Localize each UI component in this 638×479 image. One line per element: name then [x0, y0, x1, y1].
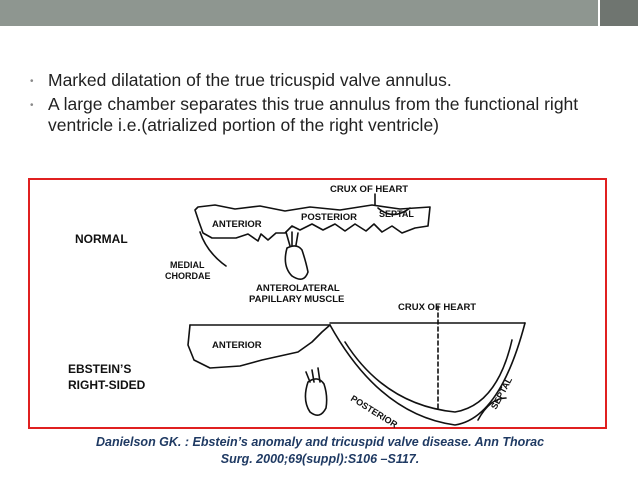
normal-label: NORMAL	[75, 232, 128, 246]
citation-line-1: Danielson GK. : Ebstein’s anomaly and tricuspid valve disease. Ann Thorac	[95, 435, 545, 449]
citation	[60, 434, 580, 468]
medial-label-2: CHORDAE	[165, 271, 211, 281]
normal-chordae	[286, 232, 298, 246]
septal-label-top: SEPTAL	[379, 209, 414, 219]
septal-label-bottom: SEPTAL	[488, 375, 515, 411]
bullet-text: A large chamber separates this true annulus from the functional right ventricle i.e.(atrialized portion of the right ventricle)	[48, 94, 579, 135]
anterolateral-label-1: ANTEROLATERAL	[256, 283, 340, 294]
crux-label-bottom: CRUX OF HEART	[398, 302, 477, 313]
crux-label-top: CRUX OF HEART	[330, 184, 409, 195]
citation-line-2: Surg. 2000;69(suppl):S106 –S117.	[220, 452, 420, 466]
anterolateral-label-2: PAPILLARY MUSCLE	[249, 294, 345, 305]
ebstein-papillary-muscle	[305, 379, 326, 415]
bullet-dot-icon: •	[30, 76, 34, 87]
anterior-label-top: ANTERIOR	[212, 219, 262, 230]
normal-papillary-muscle	[285, 246, 308, 279]
bullet-text: Marked dilatation of the true tricuspid valve annulus.	[48, 70, 452, 90]
posterior-label-top: POSTERIOR	[301, 212, 357, 223]
anterior-label-bottom: ANTERIOR	[212, 340, 262, 351]
ebstein-label-line1: EBSTEIN’S	[68, 362, 132, 376]
ebstein-label-line2: RIGHT-SIDED	[68, 378, 146, 392]
bullet-dot-icon: •	[30, 100, 34, 111]
ebstein-inner-wall	[345, 340, 515, 412]
medial-label-1: MEDIAL	[170, 260, 205, 270]
posterior-label-bottom: POSTERIOR	[348, 393, 400, 430]
ebstein-annulus-top	[190, 323, 525, 325]
